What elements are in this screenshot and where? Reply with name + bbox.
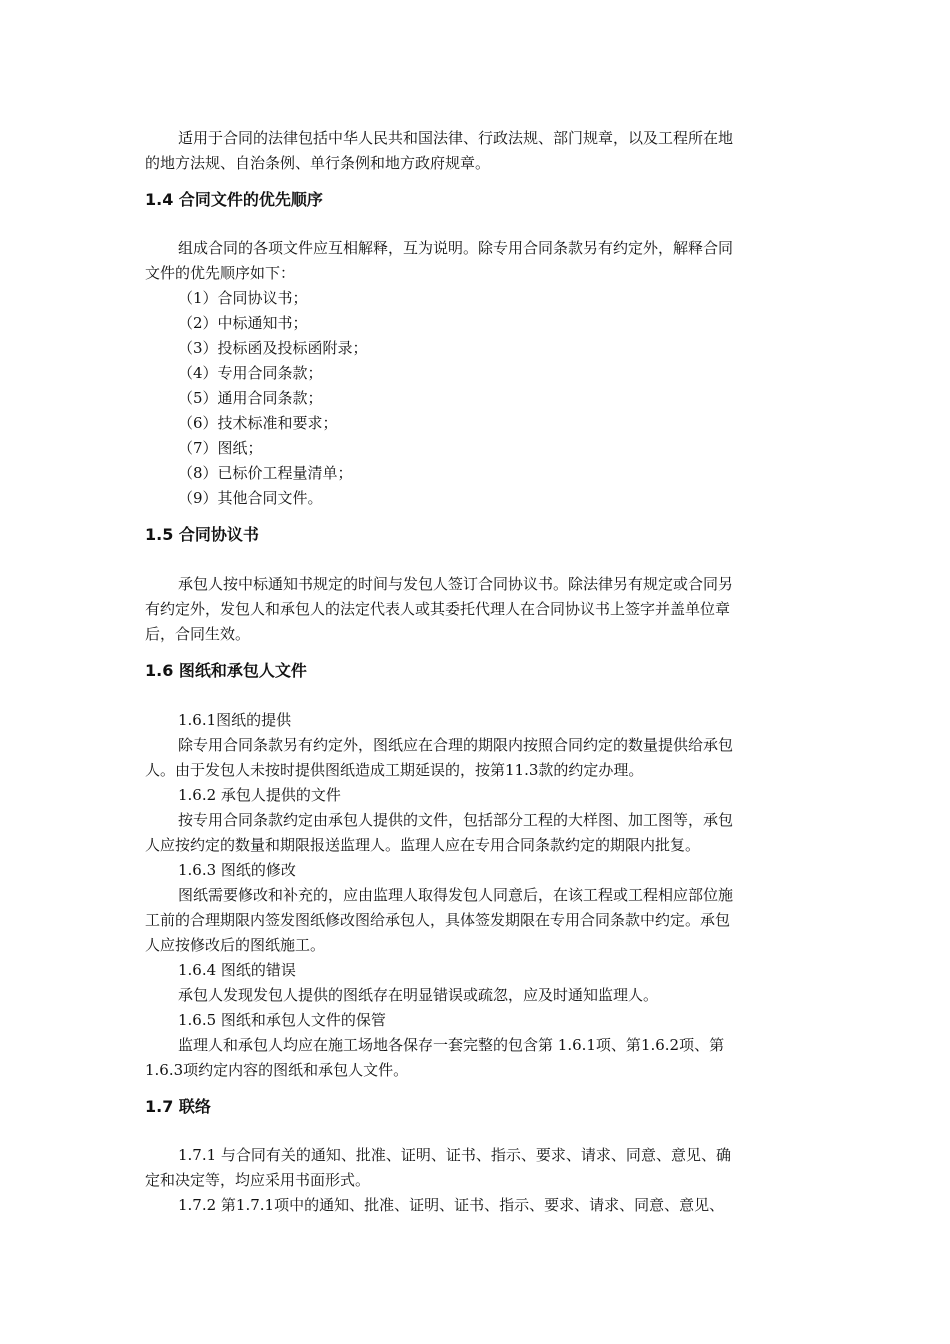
s15-paragraph-line-3: 后，合同生效。: [145, 625, 251, 643]
list-item: （1）合同协议书；: [178, 289, 308, 307]
s161-line-1: 除专用合同条款另有约定外，图纸应在合理的期限内按照合同约定的数量提供给承包: [178, 736, 734, 754]
s161-line-2: 人。由于发包人未按时提供图纸造成工期延误的，按第11.3款的约定办理。: [145, 761, 644, 779]
s17-p1-line-1: 1.7.1 与合同有关的通知、批准、证明、证书、指示、要求、请求、同意、意见、确: [178, 1146, 731, 1164]
s17-p1-line-2: 定和决定等，均应采用书面形式。: [145, 1171, 371, 1189]
list-item: （9）其他合同文件。: [178, 489, 323, 507]
s162-line-2: 人应按约定的数量和期限报送监理人。监理人应在专用合同条款约定的期限内批复。: [145, 836, 701, 854]
s15-paragraph-line-2: 有约定外，发包人和承包人的法定代表人或其委托代理人在合同协议书上签字并盖单位章: [145, 600, 731, 618]
s165-line-2: 1.6.3项约定内容的图纸和承包人文件。: [145, 1061, 409, 1079]
s14-paragraph-line-2: 文件的优先顺序如下：: [145, 264, 296, 282]
intro-line-2: 的地方法规、自治条例、单行条例和地方政府规章。: [145, 154, 491, 172]
intro-line-1: 适用于合同的法律包括中华人民共和国法律、行政法规、部门规章，以及工程所在地: [178, 129, 734, 147]
section-heading-1-7: 1.7 联络: [145, 1097, 211, 1116]
s15-paragraph-line-1: 承包人按中标通知书规定的时间与发包人签订合同协议书。除法律另有规定或合同另: [178, 575, 734, 593]
s163-line-3: 人应按修改后的图纸施工。: [145, 936, 326, 954]
s163-line-1: 图纸需要修改和补充的，应由监理人取得发包人同意后，在该工程或工程相应部位施: [178, 886, 734, 904]
subsection-title-1-6-3: 1.6.3 图纸的修改: [178, 861, 296, 879]
s162-line-1: 按专用合同条款约定由承包人提供的文件，包括部分工程的大样图、加工图等，承包: [178, 811, 734, 829]
list-item: （5）通用合同条款；: [178, 389, 323, 407]
list-item: （8）已标价工程量清单；: [178, 464, 353, 482]
section-heading-1-6: 1.6 图纸和承包人文件: [145, 661, 307, 680]
s164-line-1: 承包人发现发包人提供的图纸存在明显错误或疏忽，应及时通知监理人。: [178, 986, 659, 1004]
list-item: （4）专用合同条款；: [178, 364, 323, 382]
list-item: （3）投标函及投标函附录；: [178, 339, 368, 357]
subsection-title-1-6-4: 1.6.4 图纸的错误: [178, 961, 296, 979]
section-heading-1-4: 1.4 合同文件的优先顺序: [145, 190, 323, 209]
s14-paragraph-line-1: 组成合同的各项文件应互相解释，互为说明。除专用合同条款另有约定外，解释合同: [178, 239, 734, 257]
list-item: （7）图纸；: [178, 439, 263, 457]
s165-line-1: 监理人和承包人均应在施工场地各保存一套完整的包含第 1.6.1项、第1.6.2项、第: [178, 1036, 725, 1054]
subsection-title-1-6-5: 1.6.5 图纸和承包人文件的保管: [178, 1011, 386, 1029]
s17-p2-line-1: 1.7.2 第1.7.1项中的通知、批准、证明、证书、指示、要求、请求、同意、意见、: [178, 1196, 725, 1214]
section-heading-1-5: 1.5 合同协议书: [145, 525, 259, 544]
list-item: （6）技术标准和要求；: [178, 414, 338, 432]
subsection-title-1-6-2: 1.6.2 承包人提供的文件: [178, 786, 341, 804]
subsection-title-1-6-1: 1.6.1图纸的提供: [178, 711, 292, 729]
list-item: （2）中标通知书；: [178, 314, 308, 332]
s163-line-2: 工前的合理期限内签发图纸修改图给承包人，具体签发期限在专用合同条款中约定。承包: [145, 911, 731, 929]
